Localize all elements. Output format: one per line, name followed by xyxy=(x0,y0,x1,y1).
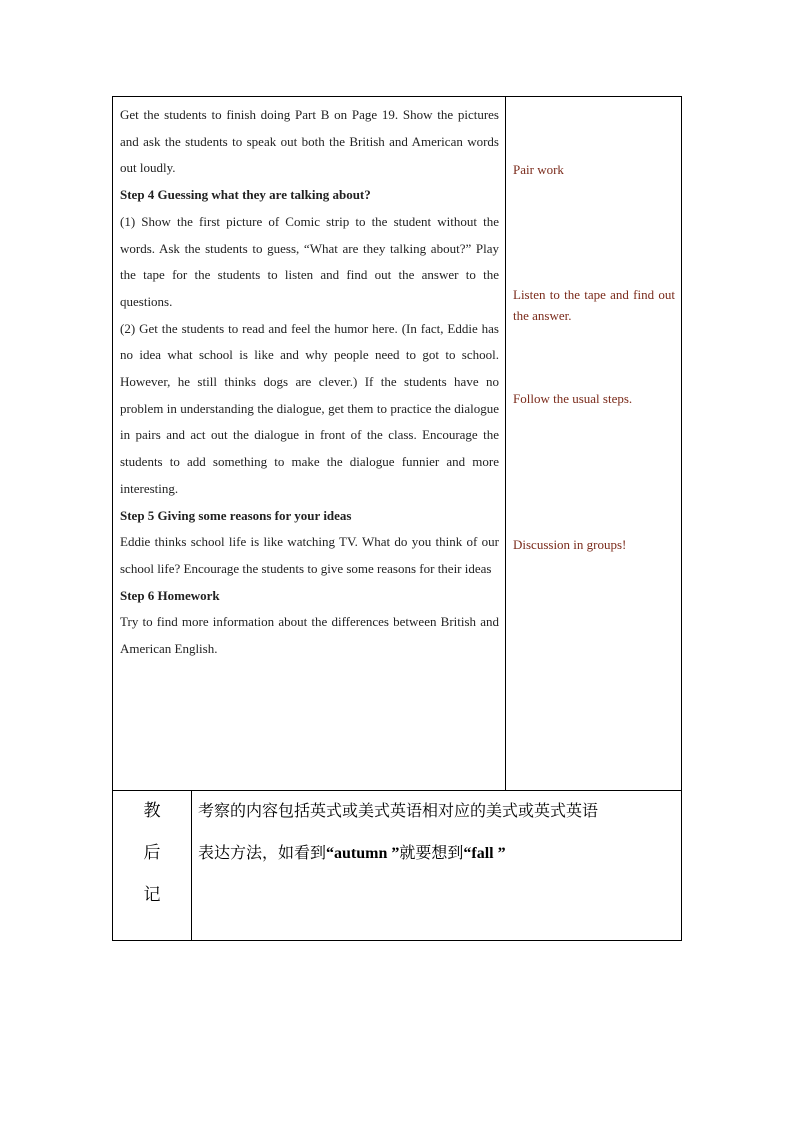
note-listen-tape: Listen to the tape and find out the answer. xyxy=(513,287,675,323)
teaching-procedure-cell xyxy=(113,97,506,791)
label-char-2: 后 xyxy=(143,843,161,863)
reflection-content-cell xyxy=(192,790,682,941)
step-5-paragraph: Eddie thinks school life is like watching TV. What do you think of our school life? Encourage the students to give some reasons for their ideas xyxy=(120,534,499,576)
reflection-table xyxy=(112,790,682,941)
reflection-text xyxy=(192,790,681,875)
note-usual-steps: Follow the usual steps. xyxy=(513,391,633,406)
term-fall: “fall ” xyxy=(463,845,506,862)
step-4-paragraph-2: (2) Get the students to read and feel the humor here. (In fact, Eddie has no idea what school is like and why people need to got to school. However, he still thinks dogs are clever.) If the students have no problem in understanding the dialogue, get them to practice the dialogue in pairs and act out the dialogue in front of the class. Encourage the students to add something to make the dialogue funnier and more interesting. xyxy=(120,320,499,496)
procedure-text xyxy=(113,97,505,663)
procedure-row xyxy=(113,97,682,791)
note-pair-work: Pair work xyxy=(513,162,564,177)
reflection-line-1: 考察的内容包括英式或美式英语相对应的美式或英式英语 xyxy=(198,801,599,820)
reflection-label xyxy=(113,790,191,916)
label-char-3: 记 xyxy=(143,885,161,905)
label-char-1: 教 xyxy=(143,801,161,821)
step-6-paragraph: Try to find more information about the differences between British and American English. xyxy=(120,614,499,657)
reflection-row xyxy=(113,790,682,941)
reflection-prefix: 表达方法，如看到 xyxy=(198,843,327,862)
intro-paragraph: Get the students to finish doing Part B on Page 19. Show the pictures and ask the students to speak out both the British and American words out loudly. xyxy=(120,107,499,176)
step-4-paragraph-1: (1) Show the first picture of Comic strip to the student without the words. Ask the students to guess, “What are they talking about?” Play the tape for the students to listen and find out the answer to the questions. xyxy=(120,213,499,309)
reflection-middle: 就要想到 xyxy=(399,843,464,862)
step-4-heading: Step 4 Guessing what they are talking about? xyxy=(120,187,371,203)
reflection-label-cell xyxy=(113,790,192,941)
step-5-heading: Step 5 Giving some reasons for your ideas xyxy=(120,507,352,523)
student-activity-cell xyxy=(506,97,682,791)
lesson-plan-table xyxy=(112,96,682,791)
reflection-line-2 xyxy=(198,832,675,875)
note-discussion: Discussion in groups! xyxy=(513,537,627,552)
term-autumn: “autumn ” xyxy=(326,845,400,862)
step-6-heading: Step 6 Homework xyxy=(120,587,220,603)
